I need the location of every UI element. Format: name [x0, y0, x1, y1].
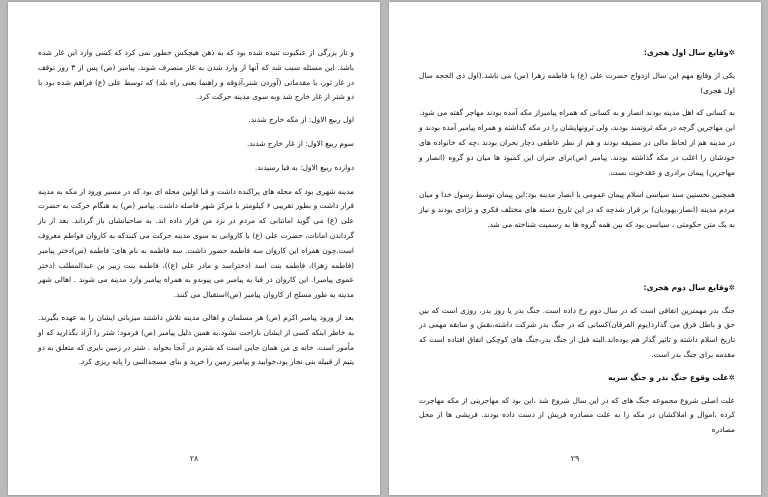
right-page-content: [419, 46, 735, 446]
paragraph-marriage: یکی از وقایع مهم این سال ازدواج حضرت علی (ع) با فاطمه زهرا (س) می باشد.(اول ذی الحجه سال اول هجری): [419, 70, 735, 95]
section-spacer: [419, 241, 735, 281]
paragraph-badr-cause: علت اصلی شروع مجموعه جنگ های که در این سال شروع شد ،این بود که مهاجرینی از مکه مهاجرت کرده ،اموال و املاکشان در مکه را به علت مصادره قریش از دست داده بودند. قریشی ها از محل مصادره: [419, 395, 735, 435]
right-page: [389, 2, 761, 495]
bullet-star-icon: ✲: [728, 48, 735, 57]
paragraph-ansar-muhajirin: به کسانی که اهل مدینه بودند انصار و به کسانی که همراه پیامبراز مکه آمده بودند مهاجر گفته می شود. این مهاجرین گرچه در مکه ثروتمند بودند، ولی ثروتهایشان را در مکه گذاشته و همراه پیامبر آمده بودند و در مدینه هم از لحاظ مالی در مضیقه بودند و هم از نظر عاطفی دچار بحران بودند ،چه که خانواده های خودشان را اغلب در مکه گذاشته بودند. پیامبر (ص)برای جبران این کمبود ها میان دو گروه (انصار و مهاجرین) پیمان برادری و عقدخوت بست.: [419, 108, 735, 177]
left-page-content: [38, 46, 354, 378]
paragraph-battle-badr: جنگ بدر مهمترین اتفاقی است که در سال دوم رخ داده است. جنگ بدر یا روز بدر، روزی است که بین حق و باطل فرق می گذارد(یوم الفرقان)کسانی که در جنگ بدر شرکت داشته،نقش و سابقه مهمی در تاریخ اسلام داشته و تاثیر گذار هم بوده‌اند.البته قبل از جنگ بدر،جنگ های کوچکی اتفاق افتاده است که مقدمه برای جنگ بدر است.: [419, 305, 735, 359]
left-page: [8, 2, 380, 495]
paragraph-prophet-arrival: بعد از ورود پیامبر اکرم (ص) هر مسلمان و اهالی مدینه تلاش داشتند میزبانی ایشان را به عهده بگیرند. به خاطر اینکه کسی از ایشان ناراحت نشود،به همین دلیل پیامبر (ص) فرمود: شتر را آزاد بگذارید که او مأمور است. خانه ی من همان جایی است که شترم در آنجا بخوابد . شتر در زمین بایری که متعلق به دو یتیم از قبیله بنی نجار بود،خوابید و پیامبر زمین را خرید و بنای مسجدالنبی را پایه ریزی کرد.: [38, 312, 354, 367]
paragraph-spider-web: و تار بزرگی از عنکبوت تنیده شده بود که به ذهن هیچکس خطور نمی کرد که کسی وارد این غار شده باشد. این مسئله سبب شد که آنها از وارد شدن به غار منصرف شوند. پیامبر (ص) پس از ۳ روز توقف در غار ثور، با مقدماتی (آوردن شتر،آذوقه و راهنما یعنی راه بلد) که توسط علی (ع) فراهم شده بود با دو شتر از غار خارج شد وبه سوی مدینه حرکت کرد.: [38, 48, 355, 102]
date-line-arrival-quba: دوازده ربیع الاول: به قبا رسیدند.: [254, 162, 354, 172]
bullet-star-icon: ✲: [728, 282, 735, 292]
date-line-leaving-cave: سوم ربیع الاول: از غار خارج شدند.: [247, 138, 354, 148]
paragraph-political-document: همچنین نخستین سند سیاسی اسلام پیمان عمومی با انصار مدینه بود:این پیمان توسط رسول خدا و میان مردم مدینه (انصار،یهودیان) بر قرار شدچه که در این تاریخ دسته های مختلف فکری و نژادی بودند و نیاز به یک متن حکومتی ، سیاسی بود که بین همه گروه ها به رسمیت شناخته می شد.: [419, 190, 735, 229]
bullet-star-icon: ✲: [728, 372, 735, 382]
page-number-left: ۲۸: [189, 454, 199, 463]
page-number-right: ۲۹: [570, 454, 580, 463]
date-line-leaving-mecca: اول ربیع الاول: از مکه خارج شدند.: [248, 115, 354, 125]
section-heading-year-one: ✲وقایع سال اول هجری:: [643, 48, 735, 57]
section-heading-year-two: ✲وقایع سال دوم هجری:: [643, 282, 735, 292]
paragraph-medina-quba: مدینه شهری بود که محله های پراکنده داشت و قبا اولین محله ای بود که در مسیر ورود از مکه به مدینه قرار داشت و بطور تقریبی ۶ کیلومتر با مرکز شهر فاصله داشت. پیامبر (ص) به هنگام حرکت به حضرت علی (ع) می گوید امانتانی که مردم در نزد من قرار داده اند. به صاحبانشان باز گرداند. بعد از باز گرداندن امانات، حضرت علی (ع) با کاروانی به سوی مدینه حرکت می کنندکه به کاروان فواطم معروف است.چون همراه این کاروان سه فاطمه حضور داشت. سه فاطمه به نام های: فاطمه (س)دختر پیامبر (فاطمه زهرا)، فاطمه بنت اسد (دختراسد و مادر علی (ع))، فاطمه بنت زبیر بن عبدالمطلب (دختر عموی پیامبر). این کاروان در قبا به پیامبر می پیوندو به همراه پیامبر وارد مدینه می شوند . اهالی شهر مدینه به طور مسلح از کاروان پیامبر (ص)استقبال می کنند.: [38, 186, 354, 300]
section-heading-badr-cause: ✲علت وقوع جنگ بدر و جنگ سریه: [608, 372, 735, 382]
